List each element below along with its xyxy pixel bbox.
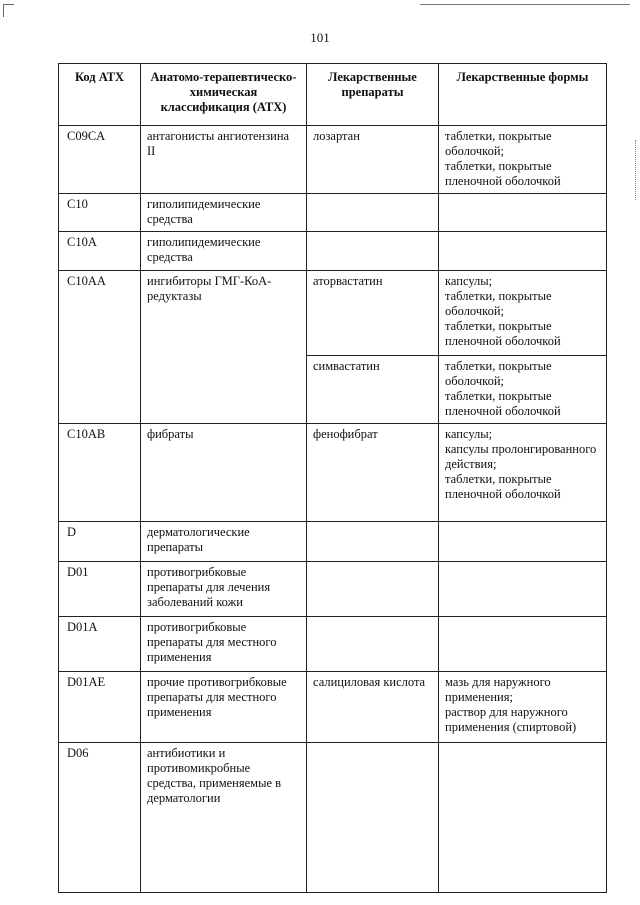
cell-forms bbox=[439, 522, 607, 562]
cell-classification: дерматологические препараты bbox=[141, 522, 307, 562]
header-forms: Лекарственные формы bbox=[439, 64, 607, 126]
cell-code: D06 bbox=[59, 743, 141, 893]
header-code: Код АТХ bbox=[59, 64, 141, 126]
table-row bbox=[59, 126, 607, 194]
table-header-row bbox=[59, 64, 607, 126]
table-row bbox=[59, 562, 607, 617]
cell-code: C09CA bbox=[59, 126, 141, 194]
cell-forms: таблетки, покрытые оболочкой; таблетки, покрытые пленочной оболочкой bbox=[439, 126, 607, 194]
cell-forms: мазь для наружного применения; раствор для наружного применения (спиртовой) bbox=[439, 672, 607, 743]
cell-drug bbox=[307, 232, 439, 271]
cell-forms: капсулы; таблетки, покрытые оболочкой; таблетки, покрытые пленочной оболочкой bbox=[439, 271, 607, 356]
cell-forms bbox=[439, 194, 607, 232]
cell-drug bbox=[307, 617, 439, 672]
cell-classification: противогрибковые препараты для местного применения bbox=[141, 617, 307, 672]
cell-code: D01AE bbox=[59, 672, 141, 743]
cell-code: D01A bbox=[59, 617, 141, 672]
cell-classification: противогрибковые препараты для лечения заболеваний кожи bbox=[141, 562, 307, 617]
cell-code: C10AA bbox=[59, 271, 141, 424]
cell-drug: фенофибрат bbox=[307, 424, 439, 522]
page-number: 101 bbox=[310, 30, 330, 45]
atc-table bbox=[58, 63, 607, 893]
table-row bbox=[59, 232, 607, 271]
table-row bbox=[59, 424, 607, 522]
cell-code: C10AB bbox=[59, 424, 141, 522]
cell-drug bbox=[307, 562, 439, 617]
cell-classification: гиполипидемические средства bbox=[141, 232, 307, 271]
cell-classification: антибиотики и противомикробные средства, применяемые в дерматологии bbox=[141, 743, 307, 893]
cell-forms bbox=[439, 232, 607, 271]
scan-top-line bbox=[420, 4, 630, 5]
header-classification: Анатомо-терапевтическо-химическая классификация (АТХ) bbox=[141, 64, 307, 126]
cell-forms: капсулы; капсулы пролонгированного действия; таблетки, покрытые пленочной оболочкой bbox=[439, 424, 607, 522]
cell-drug bbox=[307, 743, 439, 893]
scan-edge-marks bbox=[633, 140, 636, 200]
cell-forms bbox=[439, 562, 607, 617]
table-row bbox=[59, 617, 607, 672]
cell-code: C10A bbox=[59, 232, 141, 271]
table-row bbox=[59, 672, 607, 743]
cell-drug: салициловая кислота bbox=[307, 672, 439, 743]
cell-forms: таблетки, покрытые оболочкой; таблетки, покрытые пленочной оболочкой bbox=[439, 356, 607, 424]
cell-code: D bbox=[59, 522, 141, 562]
cell-classification: ингибиторы ГМГ-КоА-редуктазы bbox=[141, 271, 307, 424]
table-row bbox=[59, 743, 607, 893]
cell-drug bbox=[307, 194, 439, 232]
cell-drug bbox=[307, 522, 439, 562]
cell-code: C10 bbox=[59, 194, 141, 232]
table-row bbox=[59, 194, 607, 232]
scan-corner-mark bbox=[3, 4, 14, 17]
header-drugs: Лекарственные препараты bbox=[307, 64, 439, 126]
table-row bbox=[59, 271, 607, 356]
table-row bbox=[59, 522, 607, 562]
cell-classification: гиполипидемические средства bbox=[141, 194, 307, 232]
cell-code: D01 bbox=[59, 562, 141, 617]
cell-drug: лозартан bbox=[307, 126, 439, 194]
cell-classification: прочие противогрибковые препараты для местного применения bbox=[141, 672, 307, 743]
cell-drug: аторвастатин bbox=[307, 271, 439, 356]
cell-forms bbox=[439, 743, 607, 893]
cell-classification: антагонисты ангиотензина II bbox=[141, 126, 307, 194]
cell-drug: симвастатин bbox=[307, 356, 439, 424]
cell-classification: фибраты bbox=[141, 424, 307, 522]
cell-forms bbox=[439, 617, 607, 672]
